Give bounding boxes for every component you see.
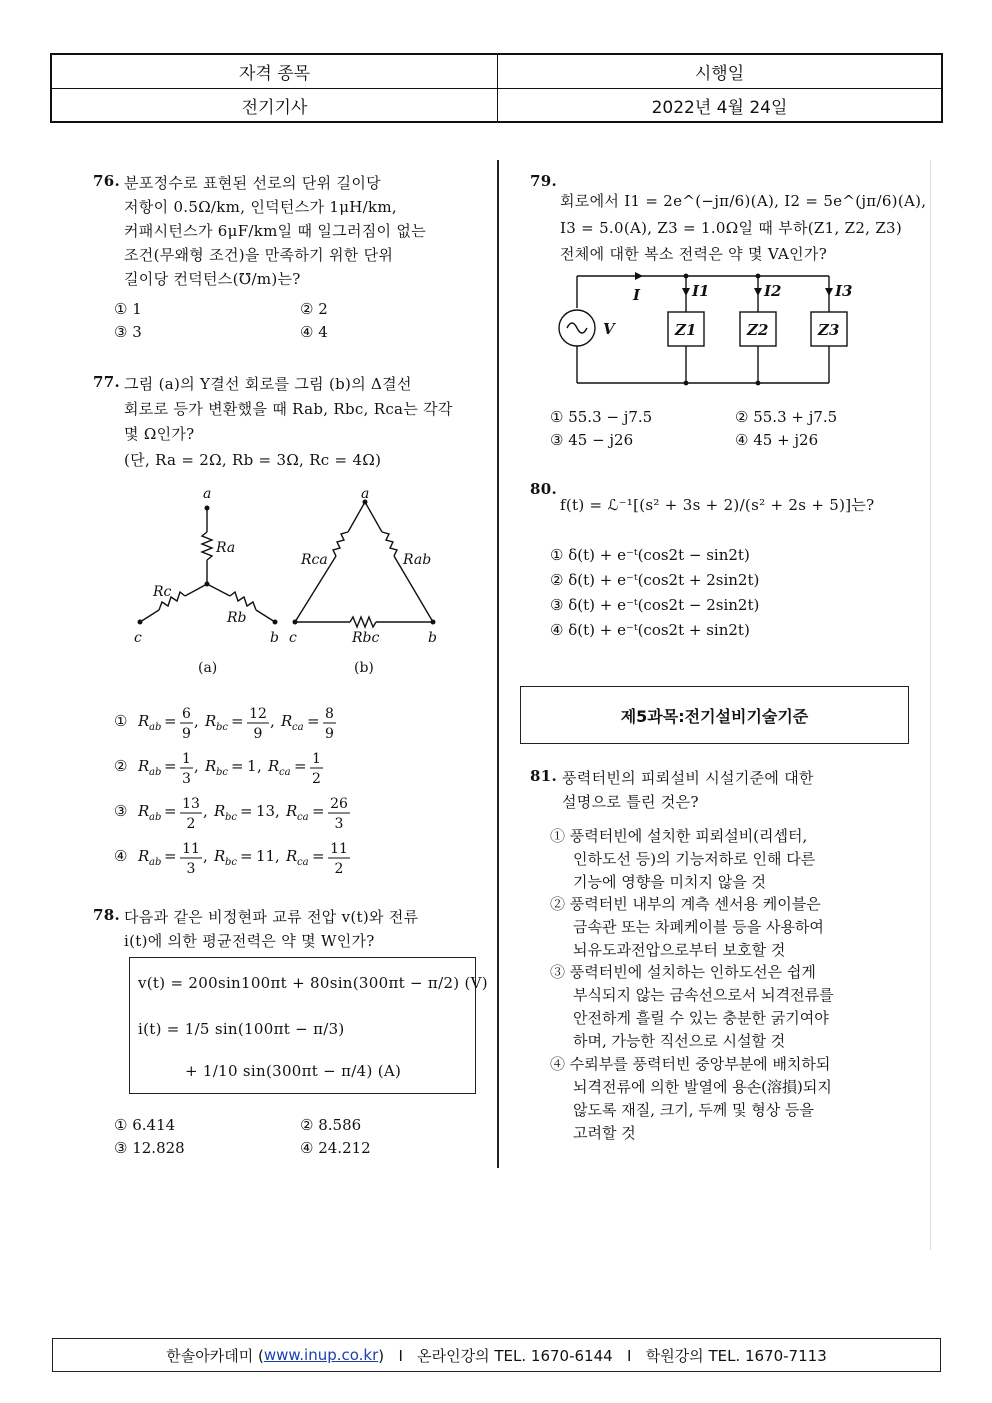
q77-options[interactable] bbox=[110, 698, 480, 878]
rab-value-numerator: 6 bbox=[182, 706, 191, 722]
rca-subscript: ca bbox=[292, 722, 304, 733]
question-text-line: 회로에서 I1 = 2e^(−jπ/6)(A), I2 = 5e^(jπ/6)(A), bbox=[560, 192, 927, 210]
equals: = bbox=[240, 802, 253, 820]
rab-symbol: R bbox=[138, 847, 150, 865]
impedance-z2-label: Z2 bbox=[747, 321, 769, 339]
header-col1-value: 전기기사 bbox=[52, 89, 498, 122]
resistor-rb-label: Rb bbox=[227, 610, 247, 626]
rab-value-denominator: 3 bbox=[186, 861, 196, 877]
question-text-line: I3 = 5.0(A), Z3 = 1.0Ω일 때 부하(Z1, Z2, Z3) bbox=[560, 219, 903, 237]
rbc-subscript: bc bbox=[216, 767, 229, 778]
question-text-line: 분포정수로 표현된 선로의 단위 길이당 bbox=[124, 174, 381, 192]
comma: , bbox=[194, 757, 199, 775]
rbc-value-denominator: 9 bbox=[253, 726, 263, 742]
equals: = bbox=[294, 757, 307, 775]
rca-value-numerator: 11 bbox=[330, 841, 348, 857]
rab-value-denominator: 2 bbox=[186, 816, 196, 832]
option-1[interactable]: ① δ(t) + e⁻ᵗ(cos2t − sin2t) bbox=[550, 546, 750, 564]
option-line: ④ 수뢰부를 풍력터빈 중앙부분에 배치하되 bbox=[550, 1055, 831, 1073]
current-i-label: I bbox=[633, 286, 641, 304]
header-col2-value: 2022년 4월 24일 bbox=[651, 98, 788, 118]
node-a-label: a bbox=[361, 486, 370, 502]
option-3[interactable]: ③ 3 bbox=[114, 323, 142, 341]
option-4[interactable]: ④ 24.212 bbox=[300, 1139, 371, 1157]
impedance-z1-label: Z1 bbox=[675, 321, 697, 339]
rab-subscript: ab bbox=[149, 767, 162, 778]
option-1[interactable]: ① 6.414 bbox=[114, 1116, 176, 1134]
formula-current-2: + 1/10 sin(300πt − π/4) (A) bbox=[185, 1062, 402, 1080]
rbc-symbol: R bbox=[205, 757, 217, 775]
rca-value-numerator: 8 bbox=[325, 706, 334, 722]
node-b-label: b bbox=[270, 630, 279, 646]
wye-delta-figure bbox=[120, 480, 460, 680]
resistor-rca-label: Rca bbox=[301, 552, 328, 568]
footer bbox=[52, 1338, 941, 1372]
rbc-subscript: bc bbox=[225, 812, 238, 823]
option-3[interactable]: ③ 12.828 bbox=[114, 1139, 185, 1157]
question-number: 78. bbox=[93, 906, 120, 924]
option-2[interactable]: ② 55.3 + j7.5 bbox=[735, 408, 838, 426]
option-line: 인하도선 등)의 기능저하로 인해 다른 bbox=[573, 850, 816, 868]
question-text-line: 그림 (a)의 Y결선 회로를 그림 (b)의 Δ결선 bbox=[124, 375, 412, 393]
option-line: ③ 풍력터빈에 설치하는 인하도선은 쉽게 bbox=[550, 963, 816, 981]
comma: , bbox=[203, 802, 208, 820]
option-line: 뇌격전류에 의한 발열에 용손(溶損)되지 bbox=[573, 1078, 832, 1096]
comma: , bbox=[275, 802, 280, 820]
header-col2-title: 시행일 bbox=[694, 64, 745, 84]
node-c-label: c bbox=[134, 630, 142, 646]
comma: , bbox=[257, 757, 262, 775]
source-v-label: V bbox=[603, 320, 615, 338]
formula-box bbox=[129, 957, 488, 1094]
circuit-diagram bbox=[555, 270, 875, 390]
equals: = bbox=[240, 847, 253, 865]
rbc-symbol: R bbox=[214, 847, 226, 865]
rca-symbol: R bbox=[281, 712, 293, 730]
rbc-value: 11 bbox=[256, 847, 276, 865]
option-line: 하며, 가능한 직선으로 시설할 것 bbox=[573, 1032, 786, 1050]
rca-subscript: ca bbox=[297, 857, 309, 868]
option-line: ① 풍력터빈에 설치한 피뢰설비(리셉터, bbox=[550, 827, 808, 845]
question-text-line: 회로로 등가 변환했을 때 Rab, Rbc, Rca는 각각 bbox=[124, 400, 453, 418]
option-line: 부식되지 않는 금속선으로서 뇌격전류를 bbox=[573, 986, 834, 1004]
resistor-rc-label: Rc bbox=[153, 584, 172, 600]
rbc-value-numerator: 12 bbox=[249, 706, 267, 722]
rab-value-numerator: 1 bbox=[182, 751, 191, 767]
header-col1-title: 자격 종목 bbox=[52, 55, 498, 88]
rca-value-numerator: 1 bbox=[312, 751, 321, 767]
formula-voltage: v(t) = 200sin100πt + 80sin(300πt − π/2) (V) bbox=[138, 974, 488, 992]
question-text-line: (단, Ra = 2Ω, Rb = 3Ω, Rc = 4Ω) bbox=[124, 451, 382, 469]
impedance-z3-label: Z3 bbox=[818, 321, 840, 339]
question-number: 79. bbox=[530, 172, 557, 190]
rbc-value: 1 bbox=[247, 757, 257, 775]
rab-symbol: R bbox=[138, 802, 150, 820]
node-a-label: a bbox=[203, 486, 212, 502]
option-line: 안전하게 흘릴 수 있는 충분한 굵기여야 bbox=[573, 1009, 829, 1027]
footer-website-link[interactable]: www.inup.co.kr bbox=[263, 1346, 379, 1364]
rab-subscript: ab bbox=[149, 722, 162, 733]
rab-subscript: ab bbox=[149, 857, 162, 868]
comma: , bbox=[275, 847, 280, 865]
rab-symbol: R bbox=[138, 712, 150, 730]
node-b-label: b bbox=[428, 630, 437, 646]
rbc-subscript: bc bbox=[225, 857, 238, 868]
equals: = bbox=[164, 847, 177, 865]
caption-a: (a) bbox=[198, 660, 218, 676]
resistor-ra-label: Ra bbox=[216, 540, 236, 556]
option-mark: ③ bbox=[114, 802, 128, 820]
option-line: 금속관 또는 차폐케이블 등을 사용하여 bbox=[573, 918, 824, 936]
equals: = bbox=[164, 757, 177, 775]
question-text-line: 다음과 같은 비정현파 교류 전압 v(t)와 전류 bbox=[124, 908, 419, 926]
footer-prefix: 한솔아카데미 ( bbox=[166, 1346, 264, 1365]
question-text-line: i(t)에 의한 평균전력은 약 몇 W인가? bbox=[124, 932, 375, 950]
equals: = bbox=[164, 712, 177, 730]
rca-value-numerator: 26 bbox=[330, 796, 348, 812]
option-2[interactable]: ② δ(t) + e⁻ᵗ(cos2t + 2sin2t) bbox=[550, 571, 760, 589]
option-line: ② 풍력터빈 내부의 계측 센서용 케이블은 bbox=[550, 895, 821, 913]
equals: = bbox=[231, 757, 244, 775]
rca-value-denominator: 9 bbox=[325, 726, 334, 742]
question-text-line: 조건(무왜형 조건)을 만족하기 위한 단위 bbox=[124, 246, 394, 264]
option-mark: ④ bbox=[114, 847, 128, 865]
rab-value-numerator: 13 bbox=[182, 796, 200, 812]
equals: = bbox=[164, 802, 177, 820]
footer-suffix: ) I 온라인강의 TEL. 1670-6144 I 학원강의 TEL. 1670-7113 bbox=[378, 1346, 827, 1365]
subject-title: 제5과목:전기설비기술기준 bbox=[520, 686, 909, 744]
option-mark: ② bbox=[114, 757, 128, 775]
question-number: 80. bbox=[530, 480, 557, 498]
question-text-line: 풍력터빈의 피뢰설비 시설기준에 대한 bbox=[562, 769, 814, 787]
resistor-rab-label: Rab bbox=[403, 552, 432, 568]
rab-symbol: R bbox=[138, 757, 150, 775]
rca-value-denominator: 2 bbox=[312, 771, 321, 787]
rab-value-denominator: 9 bbox=[182, 726, 191, 742]
option-4[interactable]: ④ 45 + j26 bbox=[735, 431, 819, 449]
question-text-line: 커패시턴스가 6μF/km일 때 일그러짐이 없는 bbox=[124, 222, 426, 240]
equals: = bbox=[312, 847, 325, 865]
current-i1-label: I1 bbox=[692, 282, 710, 300]
rbc-symbol: R bbox=[205, 712, 217, 730]
formula-current-1: i(t) = 1/5 sin(100πt − π/3) bbox=[138, 1020, 345, 1038]
rab-value-denominator: 3 bbox=[182, 771, 191, 787]
rbc-symbol: R bbox=[214, 802, 226, 820]
rbc-subscript: bc bbox=[216, 722, 229, 733]
option-2[interactable]: ② 8.586 bbox=[300, 1116, 362, 1134]
question-text-line: 전체에 대한 복소 전력은 약 몇 VA인가? bbox=[560, 245, 828, 263]
question-text-line: 길이당 컨덕턴스(℧/m)는? bbox=[124, 270, 301, 288]
question-number: 76. bbox=[93, 172, 120, 190]
rca-value-denominator: 3 bbox=[334, 816, 344, 832]
rab-value-numerator: 11 bbox=[182, 841, 200, 857]
question-text-line: 설명으로 틀린 것은? bbox=[562, 793, 699, 811]
current-i3-label: I3 bbox=[835, 282, 853, 300]
rca-subscript: ca bbox=[297, 812, 309, 823]
question-text-line: 몇 Ω인가? bbox=[124, 425, 195, 443]
option-1[interactable]: ① 1 bbox=[114, 300, 142, 318]
equals: = bbox=[307, 712, 320, 730]
option-mark: ① bbox=[114, 712, 128, 730]
option-3[interactable]: ③ 45 − j26 bbox=[550, 431, 634, 449]
rca-symbol: R bbox=[268, 757, 280, 775]
question-text-line: f(t) = ℒ⁻¹[(s² + 3s + 2)/(s² + 2s + 5)]는? bbox=[560, 496, 875, 514]
rca-symbol: R bbox=[286, 802, 298, 820]
comma: , bbox=[203, 847, 208, 865]
header-table bbox=[50, 53, 943, 123]
column-divider bbox=[497, 160, 499, 1168]
comma: , bbox=[270, 712, 275, 730]
option-line: 않도록 재질, 크기, 두께 및 형상 등을 bbox=[573, 1101, 815, 1119]
option-1[interactable]: ① 55.3 − j7.5 bbox=[550, 408, 653, 426]
option-line: 기능에 영향을 미치지 않을 것 bbox=[573, 873, 766, 891]
rca-subscript: ca bbox=[279, 767, 291, 778]
node-c-label: c bbox=[289, 630, 297, 646]
equals: = bbox=[231, 712, 244, 730]
option-4[interactable]: ④ 4 bbox=[300, 323, 328, 341]
equals: = bbox=[312, 802, 325, 820]
question-number: 77. bbox=[93, 373, 120, 391]
option-4[interactable]: ④ δ(t) + e⁻ᵗ(cos2t + sin2t) bbox=[550, 621, 750, 639]
rbc-value: 13 bbox=[256, 802, 276, 820]
caption-b: (b) bbox=[354, 660, 374, 676]
right-margin-line bbox=[930, 160, 931, 1250]
comma: , bbox=[194, 712, 199, 730]
question-text-line: 저항이 0.5Ω/km, 인덕턴스가 1μH/km, bbox=[124, 198, 397, 216]
option-line: 고려할 것 bbox=[573, 1124, 636, 1142]
option-2[interactable]: ② 2 bbox=[300, 300, 328, 318]
rca-value-denominator: 2 bbox=[334, 861, 344, 877]
resistor-rbc-label: Rbc bbox=[352, 630, 380, 646]
question-number: 81. bbox=[530, 767, 557, 785]
rca-symbol: R bbox=[286, 847, 298, 865]
current-i2-label: I2 bbox=[764, 282, 782, 300]
option-line: 뇌유도과전압으로부터 보호할 것 bbox=[573, 941, 786, 959]
rab-subscript: ab bbox=[149, 812, 162, 823]
option-3[interactable]: ③ δ(t) + e⁻ᵗ(cos2t − 2sin2t) bbox=[550, 596, 760, 614]
